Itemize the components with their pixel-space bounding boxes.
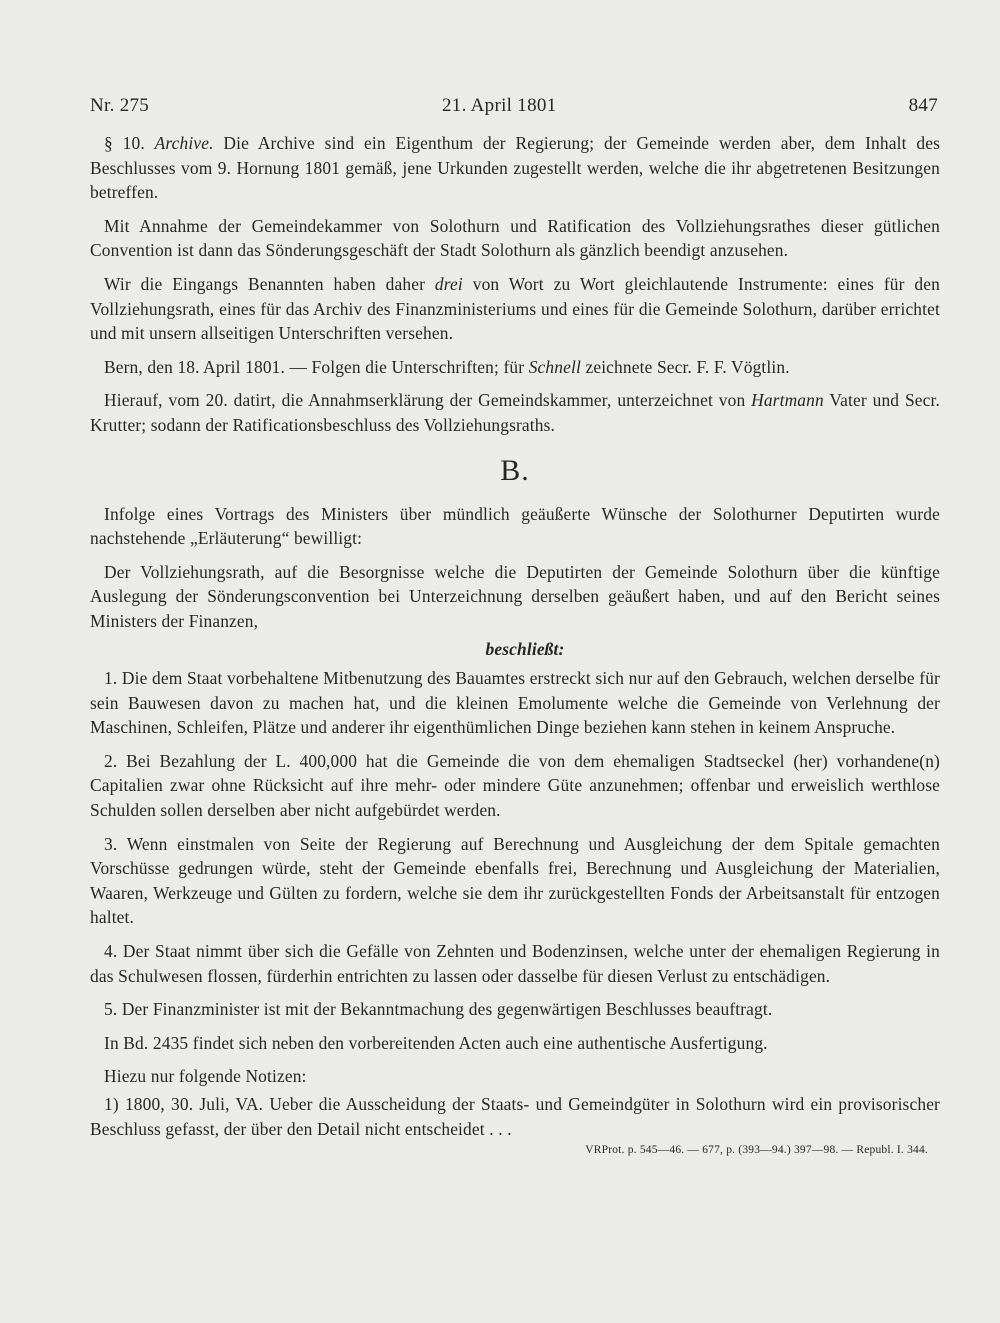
paragraph-note: In Bd. 2435 findet sich neben den vorbereitenden Acten auch eine authentische Ausfertigung.	[104, 1032, 768, 1053]
paragraph-instruments	[90, 272, 940, 346]
paragraph-heading: Archive.	[154, 133, 214, 153]
paragraph-preamble: Der Vollziehungsrath, auf die Besorgnisse welche die Deputirten der Gemeinde Solothurn über die künftige Auslegung der Sönderungsconvention bei Unterzeichnung derselben geäußert haben, und auf den Bericht seines Ministers der Finanzen,	[90, 561, 940, 631]
emphasis: Schnell	[528, 356, 581, 377]
page-number: 847	[908, 95, 938, 116]
paragraph-archive	[90, 131, 940, 205]
document-date: 21. April 1801	[442, 95, 557, 116]
reference-footnote: VRProt. p. 545—46. — 677, p. (393—94.) 397—98. — Republ. I. 344.	[585, 1144, 928, 1157]
paragraph-ratification: Mit Annahme der Gemeindekammer von Solothurn und Ratification des Vollziehungsrathes dieser gütlichen Convention ist dann das Sönderungsgeschäft der Stadt Solothurn als gänzlich beendigt anzusehen.	[90, 215, 940, 261]
section-mark: § 10.	[104, 133, 145, 153]
list-item: 1. Die dem Staat vorbehaltene Mitbenutzung des Bauamtes erstreckt sich nur auf den Gebrauch, welchen derselbe für sein Bauwesen davon zu machen hat, und die kleinen Emolumente welche die Gemeinde von Verlehnung der Maschinen, Schleifen, Plätze und anderer ihr eigenthümlichen Dinge beziehen kann stehen in keinem Anspruche.	[90, 668, 940, 738]
paragraph-notice-1: 1) 1800, 30. Juli, VA. Ueber die Ausscheidung der Staats- und Gemeindgüter in Solothurn wird ein provisorischer Beschluss gefasst, der über den Detail nicht entscheidet . . .	[90, 1094, 940, 1139]
paragraph-intro: Infolge eines Vortrags des Ministers über mündlich geäußerte Wünsche der Solothurner Deputirten wurde nachstehende „Erläuterung“ bewilligt:	[90, 503, 940, 549]
paragraph-signatures	[90, 355, 940, 380]
section-heading: B.	[500, 453, 530, 487]
paragraph-text: von Wort zu Wort gleichlautende Instrumente: eines für den Vollziehungsrath, eines für das Archiv des Finanzministeriums und eines für die Gemeinde Solothurn, darüber errichtet und mit unsern allseitigen Unterschriften versehen.	[90, 273, 940, 344]
list-item: 5. Der Finanzminister ist mit der Bekanntmachung des gegenwärtigen Beschlusses beauftragt.	[104, 999, 773, 1020]
resolution-keyword: beschließt:	[485, 638, 565, 659]
list-item: 3. Wenn einstmalen von Seite der Regierung auf Berechnung und Ausgleichung der dem Spitale gemachten Vorschüsse gedrungen würde, steht der Gemeinde ebenfalls frei, Berechnung und Ausgleichung der Materialien, Waaren, Werkzeuge und Gülten zu fordern, welche sie dem ihr zurückgestellten Fonds der Arbeitsanstalt für entzogen haltet.	[90, 833, 940, 928]
list-item: 2. Bei Bezahlung der L. 400,000 hat die Gemeinde die von dem ehemaligen Stadtseckel (her) vorhandene(n) Capitalien zwar ohne Rücksicht auf ihre mehr- oder mindere Güte anzunehmen; offenbar und erweislich werthlose Schulden sollen derselben aber nicht aufgebürdet werden.	[90, 750, 940, 821]
paragraph-text: Vater und Secr. Krutter; sodann der Ratificationsbeschluss des Vollziehungsraths.	[90, 390, 940, 435]
emphasis: drei	[434, 273, 463, 294]
list-item: 4. Der Staat nimmt über sich die Gefälle von Zehnten und Bodenzinsen, welche unter der ehemaligen Regierung in das Schulwesen flossen, fürderhin entrichten zu lassen oder dasselbe für diesen Verlust zu entschädigen.	[90, 941, 940, 986]
document-number: Nr. 275	[90, 95, 150, 116]
paragraph-acceptance	[90, 388, 940, 437]
paragraph-text: Hierauf, vom 20. datirt, die Annahmserklärung der Gemeindskammer, unterzeichnet von	[104, 390, 746, 411]
emphasis: Hartmann	[751, 390, 824, 411]
paragraph-text: Bern, den 18. April 1801. — Folgen die Unterschriften; für	[104, 356, 525, 377]
document-body	[90, 131, 940, 1156]
paragraph-text: Die Archive sind ein Eigenthum der Regierung; der Gemeinde werden aber, dem Inhalt des Beschlusses vom 9. Hornung 1801 gemäß, jene Urkunden zugestellt werden, welche die ihr abgetretenen Besitzungen betreffen.	[90, 133, 941, 203]
page-header	[90, 95, 938, 121]
paragraph-notices: Hiezu nur folgende Notizen:	[104, 1066, 307, 1087]
paragraph-text: zeichnete Secr. F. F. Vögtlin.	[585, 356, 790, 377]
paragraph-text: Wir die Eingangs Benannten haben daher	[104, 273, 426, 294]
